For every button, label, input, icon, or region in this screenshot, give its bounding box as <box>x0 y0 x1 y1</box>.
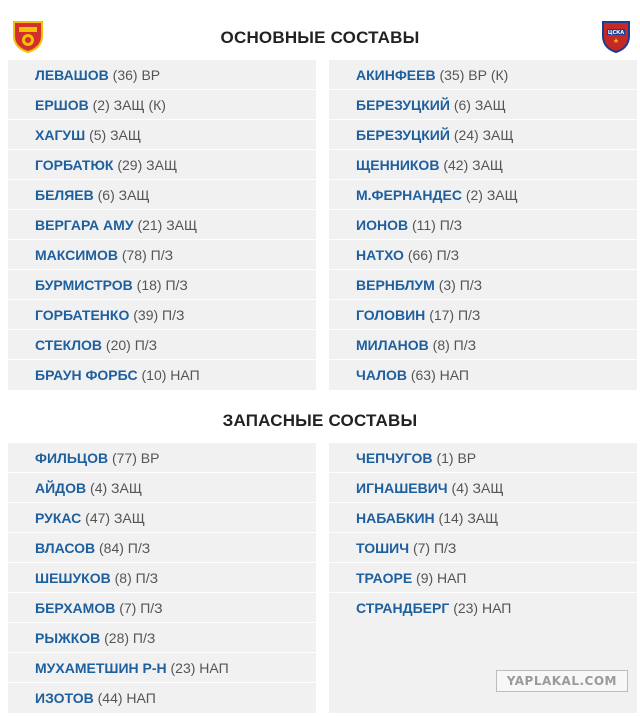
player-name-link[interactable]: ЛЕВАШОВ <box>35 67 109 83</box>
player-row <box>329 240 637 270</box>
player-row <box>329 270 637 300</box>
player-number-position: (18) П/З <box>136 277 188 293</box>
player-number-position: (9) НАП <box>416 570 467 586</box>
player-name-link[interactable]: ШЕШУКОВ <box>35 570 111 586</box>
player-row <box>8 270 316 300</box>
starting-lineups-title: ОСНОВНЫЕ СОСТАВЫ <box>220 28 420 47</box>
player-name-link[interactable]: МИЛАНОВ <box>356 337 429 353</box>
player-name-link[interactable]: ЧЕПЧУГОВ <box>356 450 433 466</box>
player-name-link[interactable]: БЕРЕЗУЦКИЙ <box>356 97 450 113</box>
player-name-link[interactable]: НАБАБКИН <box>356 510 435 526</box>
player-number-position: (23) НАП <box>453 600 512 616</box>
player-number-position: (77) ВР <box>112 450 160 466</box>
player-name-link[interactable]: МУХАМЕТШИН Р-Н <box>35 660 167 676</box>
player-row <box>8 593 316 623</box>
player-number-position: (8) П/З <box>432 337 477 353</box>
player-number-position: (35) ВР (К) <box>439 67 509 83</box>
player-row <box>8 90 316 120</box>
player-row <box>329 180 637 210</box>
player-name-link[interactable]: ГОРБАТЮК <box>35 157 114 173</box>
player-row <box>329 360 637 390</box>
player-number-position: (4) ЗАЩ <box>90 480 142 496</box>
player-number-position: (78) П/З <box>121 247 174 263</box>
player-row <box>329 593 637 623</box>
player-name-link[interactable]: ТРАОРЕ <box>356 570 413 586</box>
player-number-position: (36) ВР <box>112 67 161 83</box>
player-number-position: (42) ЗАЩ <box>443 157 504 173</box>
player-number-position: (5) ЗАЩ <box>89 127 141 143</box>
player-name-link[interactable]: НАТХО <box>356 247 404 263</box>
player-row <box>8 623 316 653</box>
player-row <box>329 300 637 330</box>
player-name-link[interactable]: БЕРЕЗУЦКИЙ <box>356 127 450 143</box>
player-number-position: (47) ЗАЩ <box>85 510 145 526</box>
player-row <box>8 653 316 683</box>
player-row <box>8 180 316 210</box>
player-number-position: (44) НАП <box>97 690 156 706</box>
player-number-position: (2) ЗАЩ <box>465 187 518 203</box>
player-number-position: (17) П/З <box>429 307 481 323</box>
player-name-link[interactable]: ЧАЛОВ <box>356 367 407 383</box>
player-name-link[interactable]: ВЛАСОВ <box>35 540 96 556</box>
player-number-position: (3) П/З <box>438 277 483 293</box>
player-row <box>8 300 316 330</box>
player-row <box>8 473 316 503</box>
player-row <box>329 210 637 240</box>
player-row <box>8 330 316 360</box>
player-name-link[interactable]: ЕРШОВ <box>35 97 89 113</box>
player-row <box>329 330 637 360</box>
player-name-link[interactable]: СТЕКЛОВ <box>35 337 103 353</box>
player-name-link[interactable]: РУКАС <box>35 510 82 526</box>
player-number-position: (28) П/З <box>104 630 156 646</box>
player-row <box>8 360 316 390</box>
player-row <box>8 60 316 90</box>
player-number-position: (14) ЗАЩ <box>438 510 499 526</box>
player-name-link[interactable]: ГОРБАТЕНКО <box>35 307 130 323</box>
player-row <box>329 60 637 90</box>
player-number-position: (20) П/З <box>105 337 158 353</box>
player-name-link[interactable]: ВЕРНБЛУМ <box>356 277 435 293</box>
player-number-position: (6) ЗАЩ <box>453 97 506 113</box>
player-row <box>8 563 316 593</box>
player-number-position: (24) ЗАЩ <box>453 127 514 143</box>
player-number-position: (4) ЗАЩ <box>451 480 504 496</box>
player-name-link[interactable]: АЙДОВ <box>35 480 87 496</box>
player-number-position: (21) ЗАЩ <box>137 217 198 233</box>
player-name-link[interactable]: СТРАНДБЕРГ <box>356 600 450 616</box>
player-name-link[interactable]: БРАУН ФОРБС <box>35 367 138 383</box>
player-name-link[interactable]: БУРМИСТРОВ <box>35 277 133 293</box>
player-name-link[interactable]: ИЗОТОВ <box>35 690 94 706</box>
player-name-link[interactable]: ФИЛЬЦОВ <box>35 450 109 466</box>
svg-text:ЦСКА: ЦСКА <box>607 30 625 36</box>
player-number-position: (29) ЗАЩ <box>117 157 178 173</box>
player-number-position: (84) П/З <box>99 540 151 556</box>
player-number-position: (10) НАП <box>141 367 200 383</box>
player-row <box>8 683 316 713</box>
player-row <box>329 150 637 180</box>
player-number-position: (11) П/З <box>411 217 463 233</box>
player-number-position: (39) П/З <box>133 307 185 323</box>
player-number-position: (2) ЗАЩ (К) <box>92 97 166 113</box>
home-subs-list <box>8 443 316 713</box>
player-number-position: (8) П/З <box>114 570 159 586</box>
player-row <box>8 503 316 533</box>
player-name-link[interactable]: ИГНАШЕВИЧ <box>356 480 448 496</box>
away-starting-list <box>329 60 637 390</box>
player-row <box>8 150 316 180</box>
player-number-position: (66) П/З <box>407 247 460 263</box>
player-row <box>329 90 637 120</box>
player-name-link[interactable]: ЩЕННИКОВ <box>356 157 440 173</box>
player-name-link[interactable]: ВЕРГАРА АМУ <box>35 217 134 233</box>
player-row <box>8 240 316 270</box>
player-name-link[interactable]: ИОНОВ <box>356 217 409 233</box>
player-row <box>329 120 637 150</box>
player-name-link[interactable]: МАКСИМОВ <box>35 247 118 263</box>
player-name-link[interactable]: ТОШИЧ <box>356 540 410 556</box>
player-name-link[interactable]: РЫЖКОВ <box>35 630 101 646</box>
player-row <box>8 443 316 473</box>
player-number-position: (6) ЗАЩ <box>97 187 150 203</box>
player-number-position: (1) ВР <box>436 450 477 466</box>
player-number-position: (7) П/З <box>412 540 457 556</box>
player-number-position: (23) НАП <box>170 660 229 676</box>
player-name-link[interactable]: ГОЛОВИН <box>356 307 426 323</box>
player-number-position: (7) П/З <box>119 600 163 616</box>
player-name-link[interactable]: БЕРХАМОВ <box>35 600 116 616</box>
player-row <box>329 563 637 593</box>
player-row <box>8 210 316 240</box>
player-name-link[interactable]: ХАГУШ <box>35 127 86 143</box>
substitutes-title: ЗАПАСНЫЕ СОСТАВЫ <box>222 411 418 430</box>
site-watermark: YAPLAKAL.COM <box>496 670 628 692</box>
player-row <box>8 533 316 563</box>
player-name-link[interactable]: БЕЛЯЕВ <box>35 187 94 203</box>
player-row <box>8 120 316 150</box>
player-number-position: (63) НАП <box>410 367 469 383</box>
player-row <box>329 473 637 503</box>
player-row <box>329 443 637 473</box>
player-name-link[interactable]: АКИНФЕЕВ <box>356 67 436 83</box>
player-name-link[interactable]: М.ФЕРНАНДЕС <box>356 187 462 203</box>
home-starting-list <box>8 60 316 390</box>
player-row <box>329 503 637 533</box>
player-row <box>329 533 637 563</box>
